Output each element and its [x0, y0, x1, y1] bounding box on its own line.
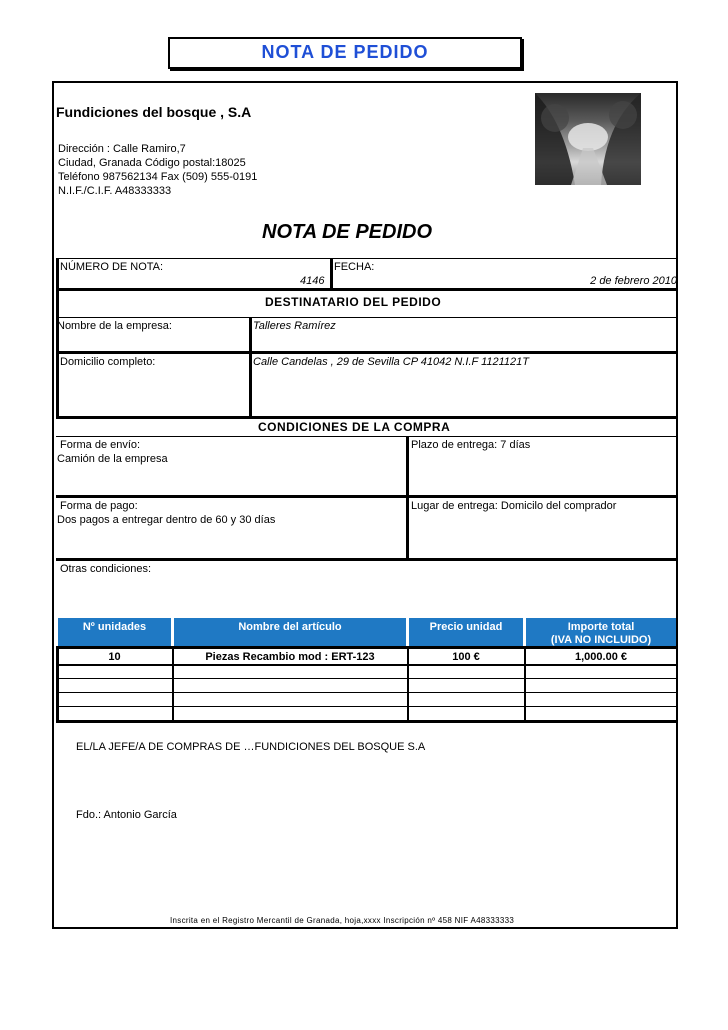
shipping-value: Camión de la empresa [57, 453, 168, 465]
row-total: 1,000.00 € [575, 651, 627, 663]
document-title: NOTA DE PEDIDO [262, 221, 433, 243]
company-name: Fundiciones del bosque , S.A [56, 104, 252, 120]
signature-name: Fdo.: Antonio García [76, 809, 177, 821]
recipient-company-label: Nombre de la empresa: [57, 320, 172, 332]
top-title: NOTA DE PEDIDO [261, 42, 429, 62]
row-units: 10 [108, 651, 121, 663]
conditions-section-title: CONDICIONES DE LA COMPRA [258, 420, 451, 434]
payment-label: Forma de pago: [60, 500, 138, 512]
row-article: Piezas Recambio mod : ERT-123 [205, 651, 375, 663]
header-article: Nombre del artículo [174, 618, 406, 646]
header-unit-price: Precio unidad [409, 618, 523, 646]
shipping-label: Forma de envío: [60, 439, 141, 451]
delivery-term: Plazo de entrega: 7 días [411, 439, 531, 451]
note-number-label: NÚMERO DE NOTA: [60, 261, 164, 273]
delivery-place: Lugar de entrega: Domicilo del comprador [411, 500, 617, 512]
company-phone: Teléfono 987562134 Fax (509) 555-0191 [58, 171, 258, 183]
recipient-company-value: Talleres Ramírez [253, 320, 336, 332]
recipient-section-title: DESTINATARIO DEL PEDIDO [265, 295, 442, 309]
top-title-box [168, 37, 522, 69]
header-total: Importe total (IVA NO INCLUIDO) [526, 618, 676, 646]
row-unit-price: 100 € [452, 651, 480, 663]
note-number-value: 4146 [300, 275, 325, 287]
company-photo [535, 93, 641, 185]
footer-registry: Inscrita en el Registro Mercantil de Granada, hoja,xxxx Inscripción nº 458 NIF A48333333 [170, 916, 515, 925]
recipient-address-label: Domicilio completo: [60, 356, 156, 368]
payment-value: Dos pagos a entregar dentro de 60 y 30 días [57, 514, 276, 526]
company-address: Dirección : Calle Ramiro,7 [58, 143, 186, 155]
date-value: 2 de febrero 2010 [590, 275, 677, 287]
date-label: FECHA: [334, 261, 375, 273]
recipient-address-value: Calle Candelas , 29 de Sevilla CP 41042 N.I.F 1121121T [253, 356, 529, 368]
header-units: Nº unidades [58, 618, 171, 646]
other-conditions-label: Otras condiciones: [60, 563, 152, 575]
signature-role: EL/LA JEFE/A DE COMPRAS DE …FUNDICIONES DEL BOSQUE S.A [76, 741, 426, 753]
company-cif: N.I.F./C.I.F. A48333333 [58, 185, 172, 197]
company-city: Ciudad, Granada Código postal:18025 [58, 157, 246, 169]
